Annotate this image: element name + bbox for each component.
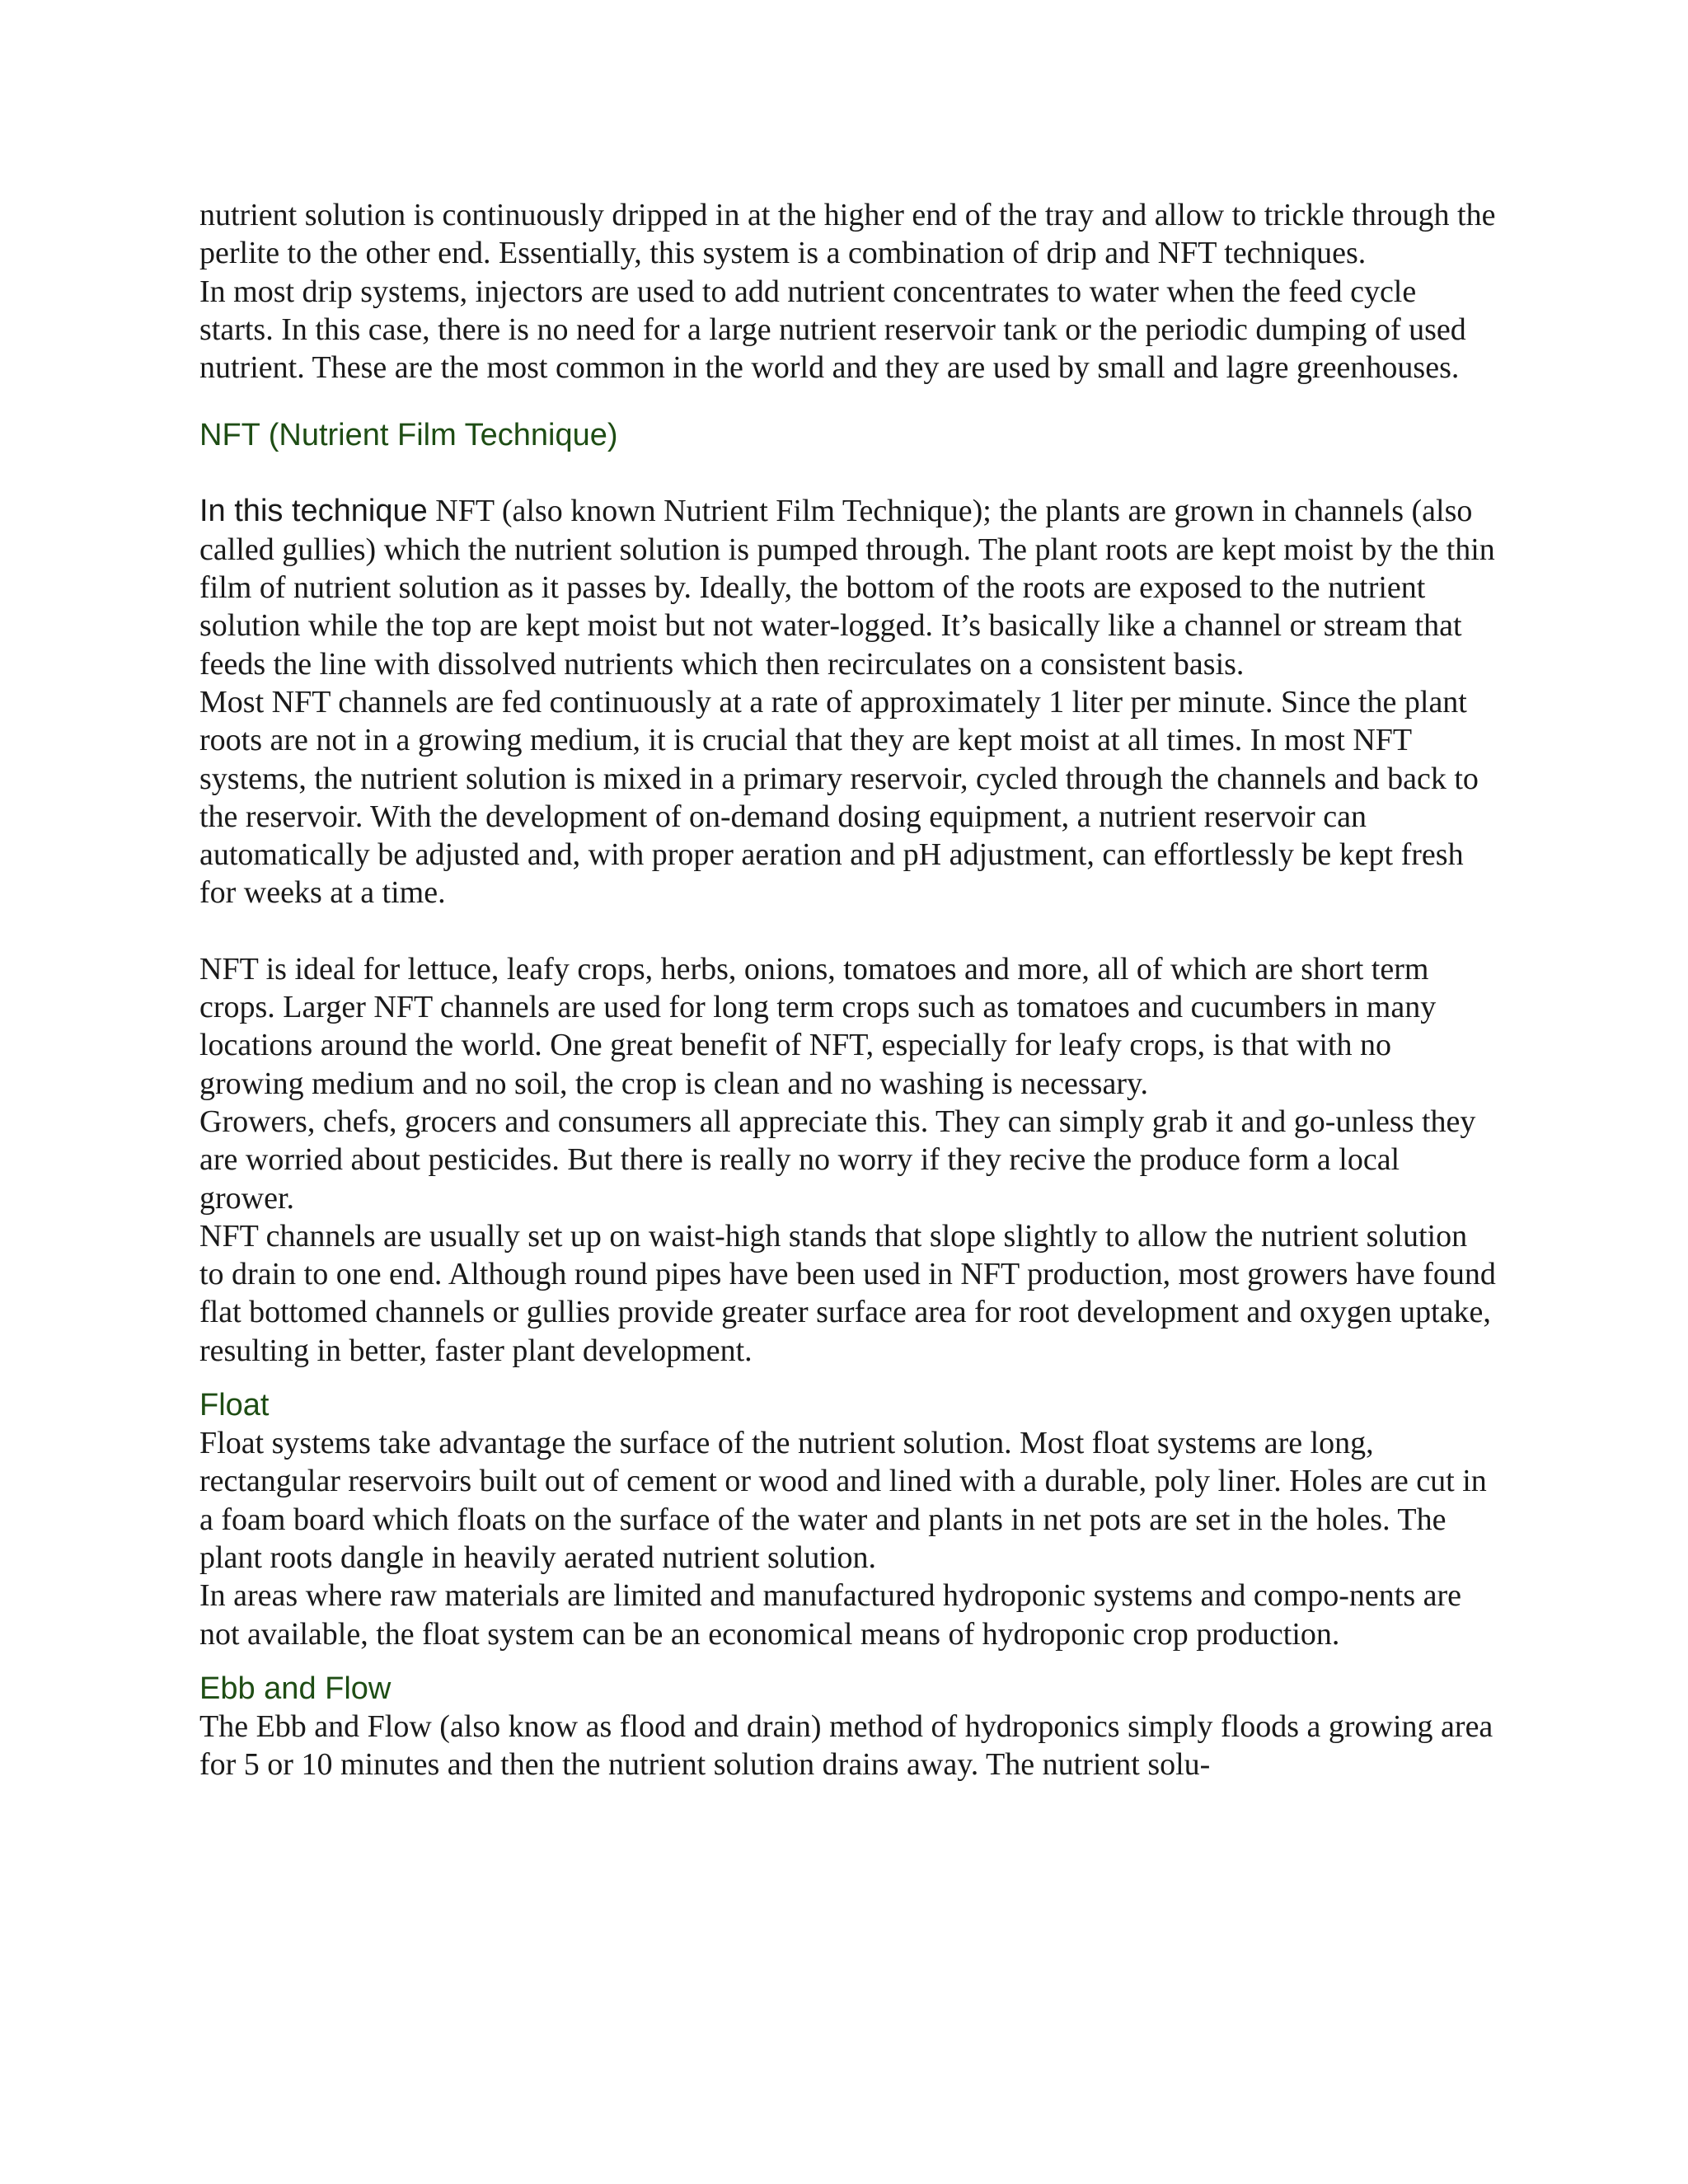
nft-paragraph-2: Most NFT channels are fed continuously at a rate of approximately 1 liter per minute. Since the plant roots are not in a growing medium, it is crucial that they are kept moist at all times. In most NFT systems, the nutrient solution is mixed in a primary reservoir, cycled through the channels and back to the reservoir. With the development of on-demand dosing equipment, a nutrient reservoir can automatically be adjusted and, with proper aeration and pH adjustment, can effortlessly be kept fresh for weeks at a time. bbox=[199, 684, 1479, 911]
ebb-flow-heading: Ebb and Flow bbox=[199, 1671, 392, 1706]
float-heading: Float bbox=[199, 1388, 270, 1423]
nft-heading: NFT (Nutrient Film Technique) bbox=[199, 418, 618, 453]
ebb-flow-paragraph-1: The Ebb and Flow (also know as flood and drain) method of hydroponics simply floods a growing area for 5 or 10 minutes and then the nutrient solution drains away. The nutrient solu- bbox=[199, 1708, 1493, 1783]
nft-paragraph-1-text: NFT (also known Nutrient Film Technique); the plants are grown in channels (also called gullies) which the nutrient solution is pumped through. The plant roots are kept moist by the thin film of nutrient solution as it passes by. Ideally, the bottom of the roots are exposed to the nutrient solution while the top are kept moist but not water-logged. It’s basically like a channel or stream that feeds the line with dissolved nutrients which then recirculates on a consistent basis. bbox=[199, 494, 1495, 682]
nft-paragraph-4: Growers, chefs, grocers and consumers all appreciate this. They can simply grab it and go-unless they are worried about pesticides. But there is really no worry if they recive the produce form a local grower. bbox=[199, 1104, 1476, 1216]
nft-paragraph-5: NFT channels are usually set up on waist-high stands that slope slightly to allow the nutrient solution to drain to one end. Although round pipes have been used in NFT production, most growers have found flat bottomed channels or gullies provide greater surface area for root development and oxygen uptake, resulting in better, faster plant development. bbox=[199, 1218, 1496, 1368]
nft-paragraph-3: NFT is ideal for lettuce, leafy crops, herbs, onions, tomatoes and more, all of which are short term crops. Larger NFT channels are used for long term crops such as tomatoes and cucumbers in many locations around the world. One great benefit of NFT, especially for leafy crops, is that with no growing medium and no soil, the crop is clean and no washing is necessary. bbox=[199, 951, 1437, 1101]
drip-paragraph-2: In most drip systems, injectors are used to add nutrient concentrates to water when the feed cycle starts. In this case, there is no need for a large nutrient reservoir tank or the periodic dumping of used nutrient. These are the most common in the world and they are used by small and lagre greenhouses. bbox=[199, 274, 1466, 386]
float-paragraph-2: In areas where raw materials are limited and manufactured hydroponic systems and compo-nents are not available, the float system can be an economical means of hydroponic crop production. bbox=[199, 1578, 1462, 1652]
document-body bbox=[199, 196, 1498, 1783]
nft-paragraph-1 bbox=[199, 492, 1498, 682]
float-paragraph-1: Float systems take advantage the surface of the nutrient solution. Most float systems are long, rectangular reservoirs built out of cement or wood and lined with a durable, poly liner. Holes are cut in a foam board which floats on the surface of the water and plants in net pots are set in the holes. The plant roots dangle in heavily aerated nutrient solution. bbox=[199, 1426, 1487, 1575]
nft-lead-text: In this technique bbox=[199, 494, 428, 529]
drip-paragraph-1: nutrient solution is continuously dripped in at the higher end of the tray and allow to trickle through the perlite to the other end. Essentially, this system is a combination of drip and NFT techniques. bbox=[199, 198, 1496, 271]
